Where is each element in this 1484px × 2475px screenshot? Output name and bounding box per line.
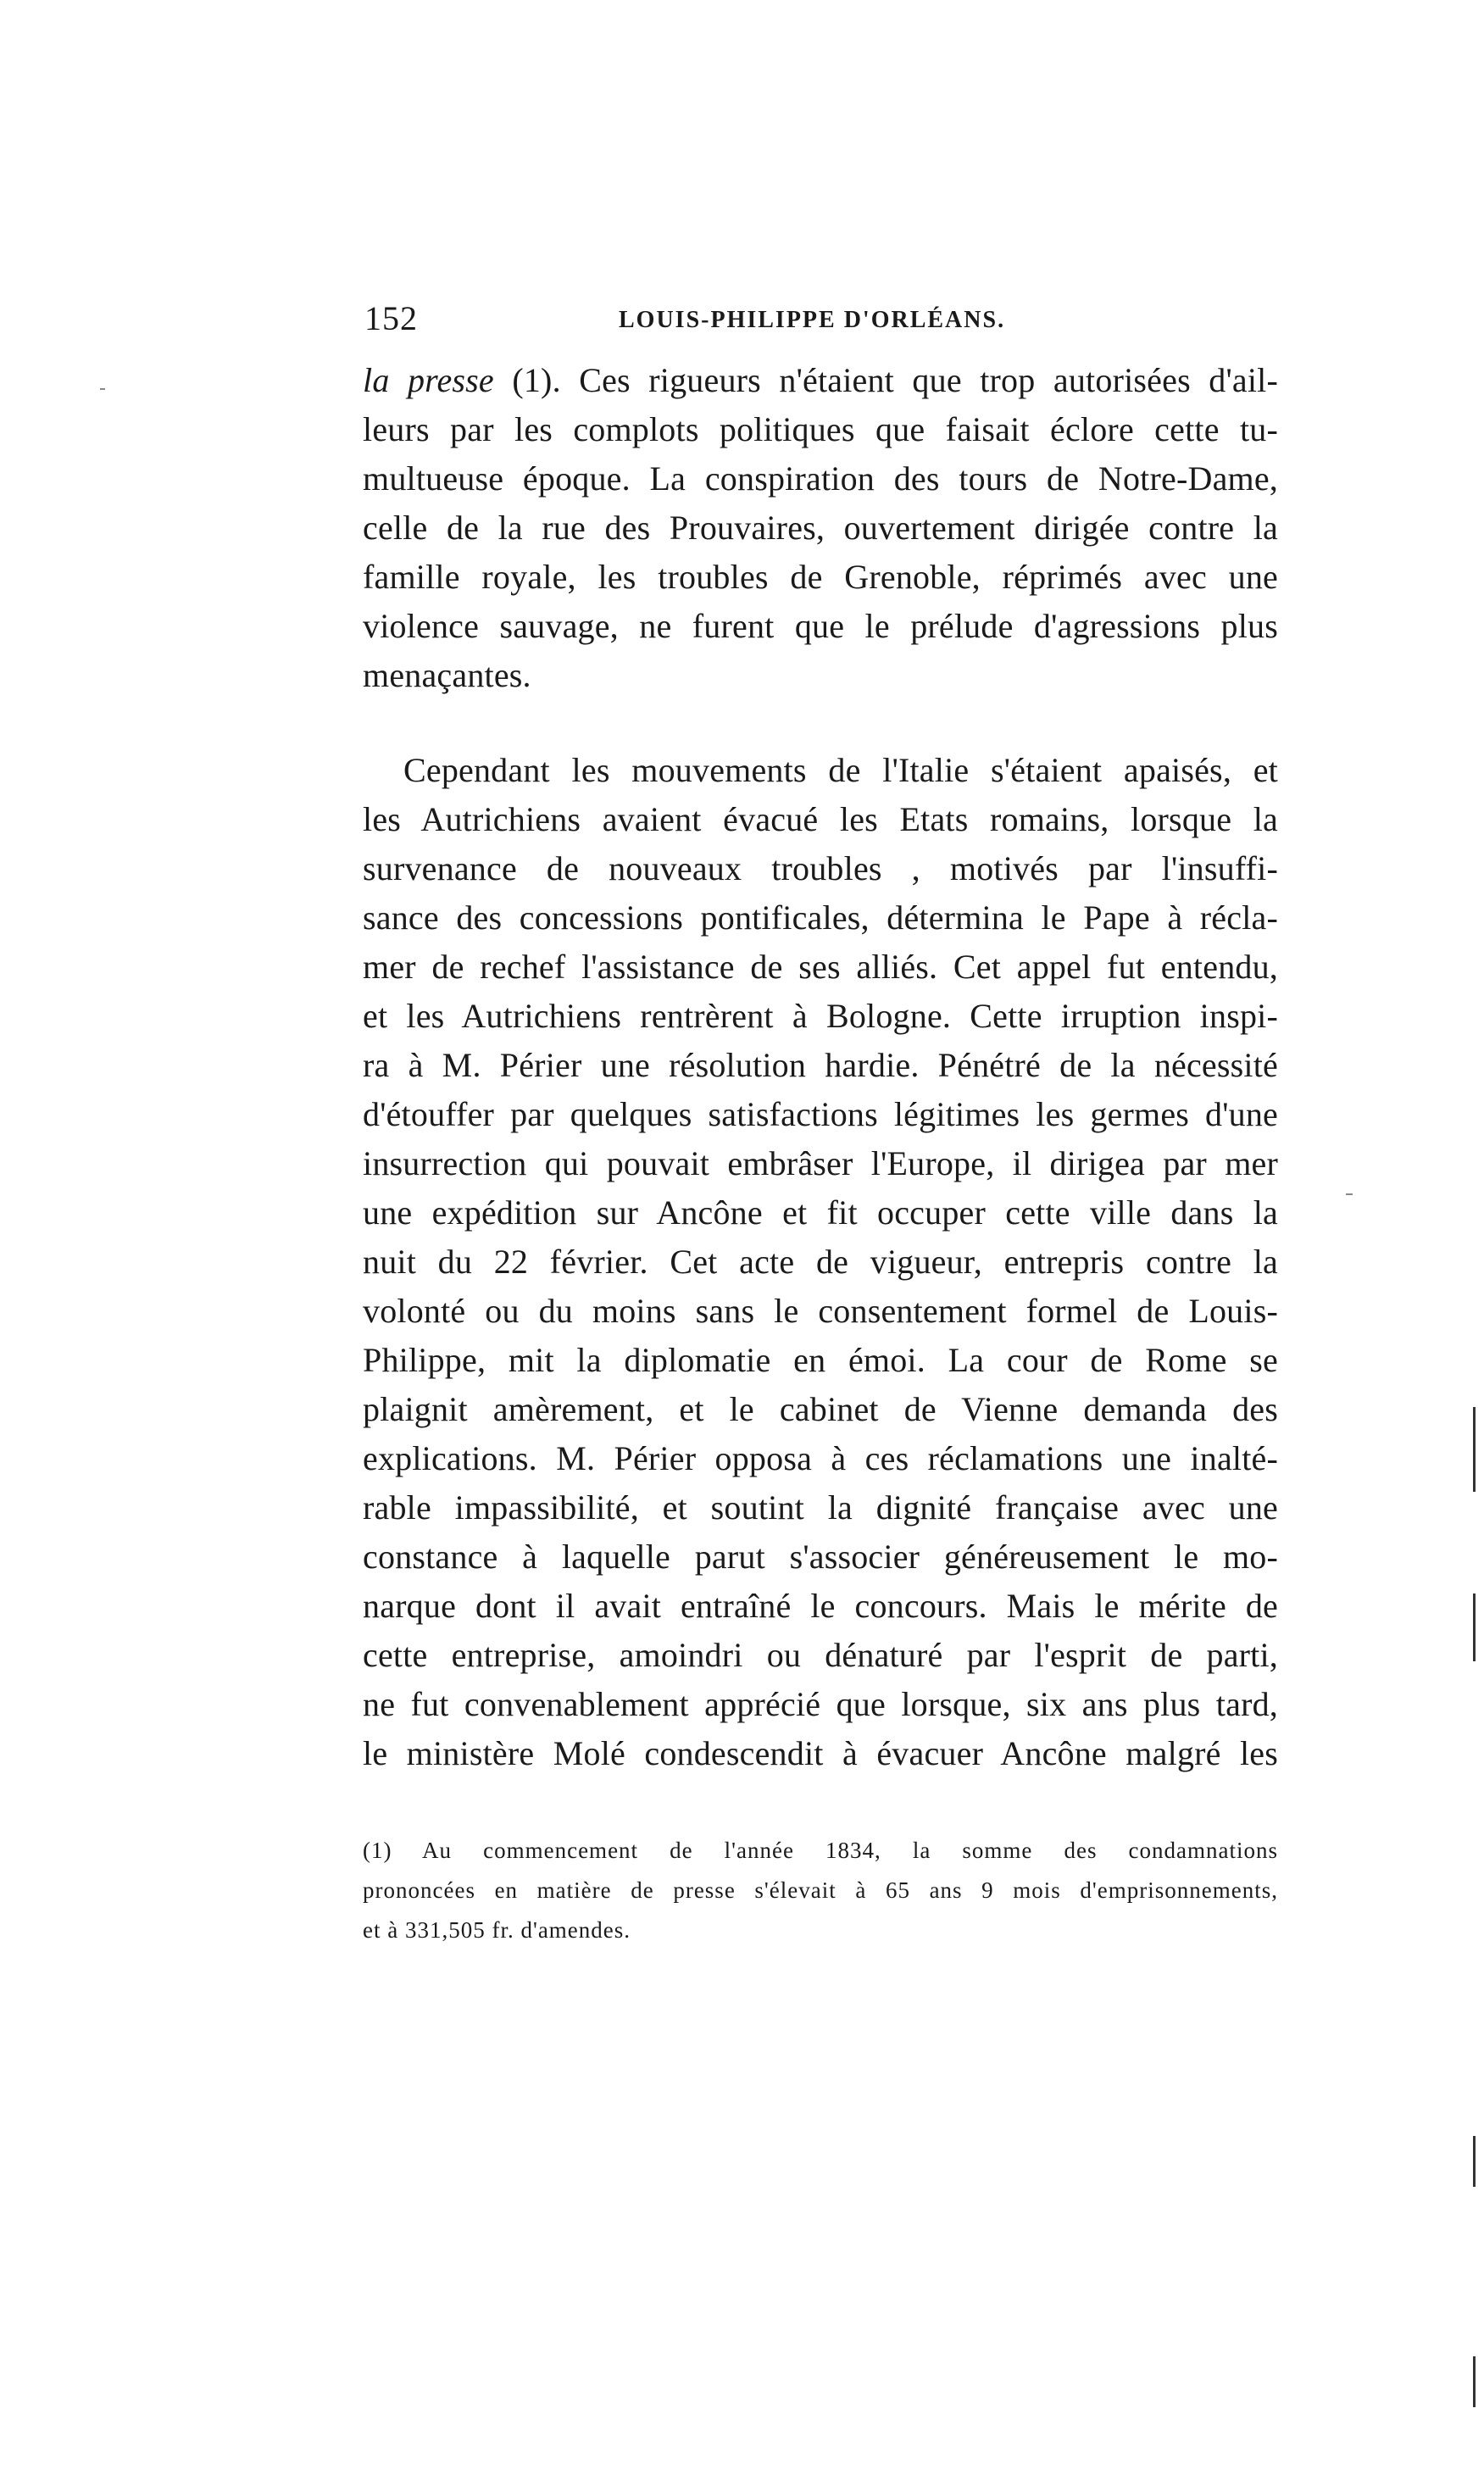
paragraph-1 xyxy=(363,356,1278,700)
text-line: le ministère Molé condescendit à évacuer Ancône malgré les xyxy=(363,1734,1278,1772)
running-title: LOUIS-PHILIPPE D'ORLÉANS. xyxy=(619,307,1006,333)
scan-mark xyxy=(1473,2136,1476,2187)
text-line: survenance de nouveaux troubles , motivés par l'insuffi- xyxy=(363,849,1278,887)
text-line: multueuse époque. La conspiration des tours de Notre-Dame, xyxy=(363,459,1278,498)
scan-mark xyxy=(1473,1407,1476,1492)
paragraph-2 xyxy=(363,746,1278,1778)
text-line: ne fut convenablement apprécié que lorsque, six ans plus tard, xyxy=(363,1685,1278,1723)
scan-mark xyxy=(1473,2356,1476,2407)
footnote-line: (1) Au commencement de l'année 1834, la somme des condamnations xyxy=(363,1838,1278,1863)
text-line: mer de rechef l'assistance de ses alliés. Cet appel fut entendu, xyxy=(363,948,1278,986)
text-line: cette entreprise, amoindri ou dénaturé par l'esprit de parti, xyxy=(363,1636,1278,1674)
text-line: menaçantes. xyxy=(363,656,531,694)
page-number: 152 xyxy=(364,299,418,337)
text-line: explications. M. Périer opposa à ces réclamations une inalté- xyxy=(363,1439,1278,1477)
footnote xyxy=(363,1831,1278,1950)
text-line xyxy=(363,356,1278,405)
text-line: narque dont il avait entraîné le concours. Mais le mérite de xyxy=(363,1587,1278,1625)
footnote-line: et à 331,505 fr. d'amendes. xyxy=(363,1917,631,1943)
text-line: et les Autrichiens rentrèrent à Bologne. Cette irruption inspi- xyxy=(363,997,1278,1035)
scan-mark xyxy=(1346,1193,1353,1195)
text-line: d'étouffer par quelques satisfactions légitimes les germes d'une xyxy=(363,1095,1278,1133)
text-line: Cependant les mouvements de l'Italie s'étaient apaisés, et xyxy=(403,751,1278,789)
text-line: constance à laquelle parut s'associer généreusement le mo- xyxy=(363,1538,1278,1576)
text-line: nuit du 22 février. Cet acte de vigueur, entrepris contre la xyxy=(363,1243,1278,1281)
text-line: sance des concessions pontificales, détermina le Pape à récla- xyxy=(363,898,1278,937)
text-line: les Autrichiens avaient évacué les Etats romains, lorsque la xyxy=(363,800,1278,838)
text-line: celle de la rue des Prouvaires, ouvertement dirigée contre la xyxy=(363,509,1278,547)
text-line: leurs par les complots politiques que faisait éclore cette tu- xyxy=(363,410,1278,448)
italic-phrase: la presse xyxy=(363,361,494,399)
text-line: Philippe, mit la diplomatie en émoi. La cour de Rome se xyxy=(363,1341,1278,1379)
text-line: famille royale, les troubles de Grenoble, réprimés avec une xyxy=(363,558,1278,596)
text-line: violence sauvage, ne furent que le prélude d'agressions plus xyxy=(363,607,1278,645)
footnote-line: prononcées en matière de presse s'élevait à 65 ans 9 mois d'emprisonnements, xyxy=(363,1877,1278,1903)
scan-mark xyxy=(1473,1593,1476,1661)
text-line: plaignit amèrement, et le cabinet de Vienne demanda des xyxy=(363,1390,1278,1428)
text-line: une expédition sur Ancône et fit occuper cette ville dans la xyxy=(363,1193,1278,1232)
scan-mark xyxy=(100,388,105,390)
text-line: rable impassibilité, et soutint la dignité française avec une xyxy=(363,1488,1278,1527)
text-line: volonté ou du moins sans le consentement formel de Louis- xyxy=(363,1292,1278,1330)
text-line: insurrection qui pouvait embrâser l'Europe, il dirigea par mer xyxy=(363,1144,1278,1182)
text-line: ra à M. Périer une résolution hardie. Pénétré de la nécessité xyxy=(363,1046,1278,1084)
text-line-rest: (1). Ces rigueurs n'étaient que trop autorisées d'ail- xyxy=(493,361,1278,399)
running-head xyxy=(364,298,1276,341)
